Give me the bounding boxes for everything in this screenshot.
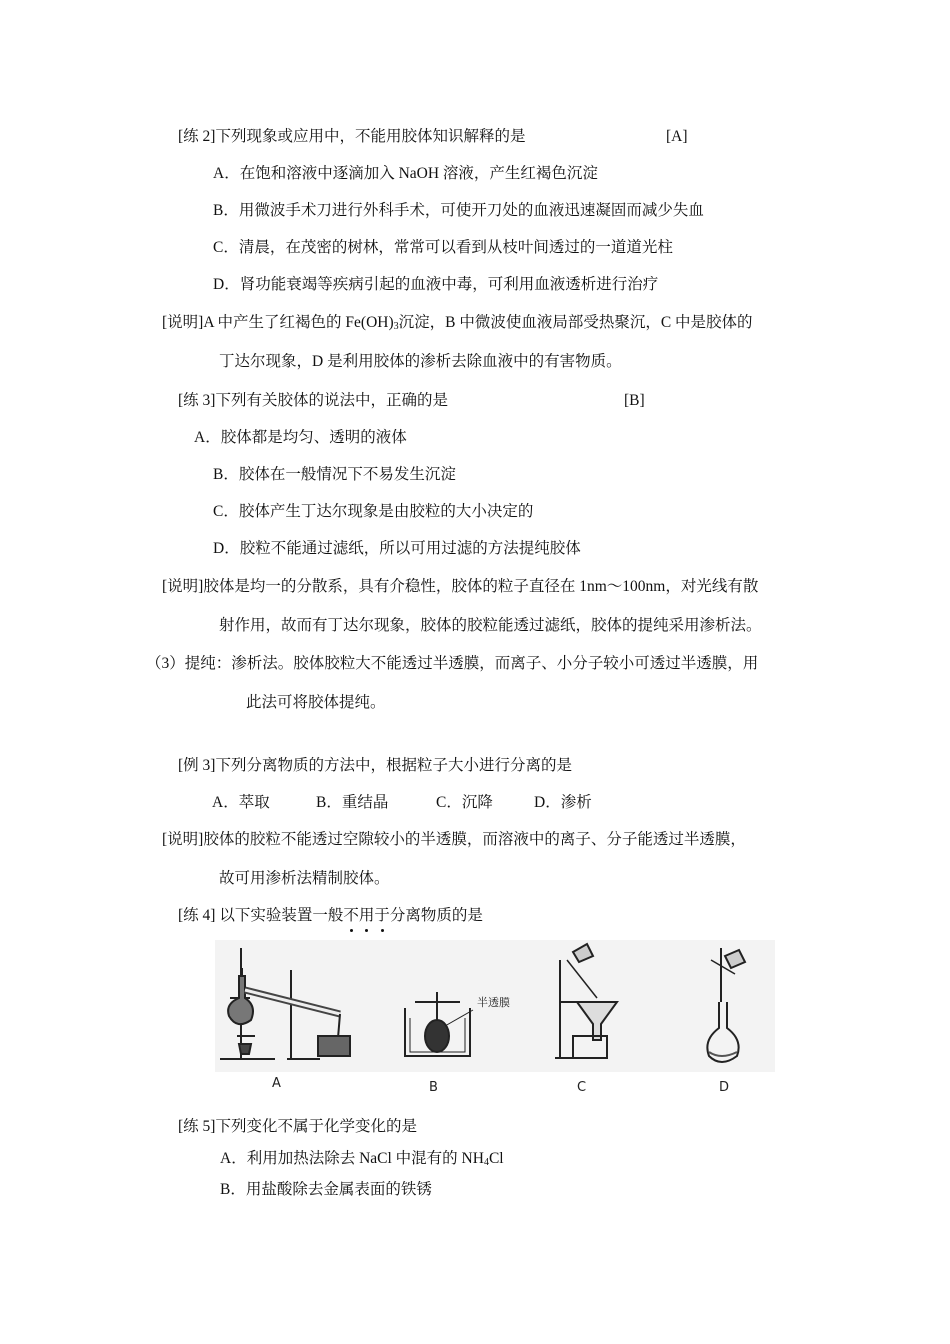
question-lian3: [练 3]下列有关胶体的说法中，正确的是 <box>178 392 448 409</box>
purify-line2: 此法可将胶体提纯。 <box>246 694 386 711</box>
question-li3: [例 3]下列分离物质的方法中，根据粒子大小进行分离的是 <box>178 757 572 774</box>
option-a: A．胶体都是均匀、透明的液体 <box>194 429 407 446</box>
figure-label-d: D <box>719 1080 730 1095</box>
option-c: C．胶体产生丁达尔现象是由胶粒的大小决定的 <box>213 503 534 520</box>
membrane-label: 半透膜 <box>477 996 510 1009</box>
emphasis-char: 不 <box>343 907 359 924</box>
option-b: B．重结晶 <box>316 794 389 811</box>
question-lian2: [练 2]下列现象或应用中，不能用胶体知识解释的是 <box>178 128 526 145</box>
answer-lian2: [A] <box>666 128 688 145</box>
explanation-lian3-line2: 射作用，故而有丁达尔现象，胶体的胶粒能透过滤纸，胶体的提纯采用渗析法。 <box>219 617 762 634</box>
question-lian5: [练 5]下列变化不属于化学变化的是 <box>178 1118 417 1135</box>
option-a: A．利用加热法除去 NaCl 中混有的 $NH_4Cl$ <box>220 1150 504 1168</box>
explanation-lian3-line1: [说明]胶体是均一的分散系，具有介稳性，胶体的粒子直径在 1nm～100nm，对光线有散 <box>162 578 759 595</box>
option-a: A．在饱和溶液中逐滴加入 NaOH 溶液，产生红褐色沉淀 <box>213 165 598 182</box>
subscript: 3 <box>393 321 399 332</box>
option-b: B．用盐酸除去金属表面的铁锈 <box>220 1181 432 1198</box>
apparatus-drawing <box>215 940 775 1100</box>
option-c: C．清晨，在茂密的树林，常常可以看到从枝叶间透过的一道道光柱 <box>213 239 673 256</box>
emphasis-char: 用 <box>358 907 375 924</box>
option-b: B．胶体在一般情况下不易发生沉淀 <box>213 466 456 483</box>
option-d: D．肾功能衰竭等疾病引起的血液中毒，可利用血液透析进行治疗 <box>213 276 659 293</box>
explanation-lian2-line2: 丁达尔现象，D 是利用胶体的渗析去除血液中的有害物质。 <box>219 353 622 370</box>
option-d: D．渗析 <box>534 794 592 811</box>
option-a: A．萃取 <box>212 794 270 811</box>
apparatus-figure <box>215 940 775 1100</box>
emphasis-char: 于 <box>374 907 390 924</box>
figure-label-c: C <box>577 1080 587 1095</box>
question-lian4: [练 4] 以下实验装置一般不用于分离物质的是 <box>178 907 483 924</box>
figure-label-a: A <box>272 1076 281 1091</box>
option-d: D．胶粒不能通过滤纸，所以可用过滤的方法提纯胶体 <box>213 540 581 557</box>
figure-label-b: B <box>429 1080 438 1095</box>
explanation-li3-line1: [说明]胶体的胶粒不能透过空隙较小的半透膜，而溶液中的离子、分子能透过半透膜， <box>162 831 746 848</box>
purify-line1: （3）提纯：渗析法。胶体胶粒大不能透过半透膜，而离子、小分子较小可透过半透膜，用 <box>146 655 759 672</box>
explanation-li3-line2: 故可用渗析法精制胶体。 <box>219 870 390 887</box>
explanation-lian2-line1: [说明]A 中产生了红褐色的 $Fe(OH)_3$沉淀，B 中微波使血液局部受热聚沉，C 中是胶体的 <box>162 314 753 332</box>
answer-lian3: [B] <box>624 392 645 409</box>
subscript: 4 <box>483 1157 489 1168</box>
option-c: C．沉降 <box>436 794 493 811</box>
option-b: B．用微波手术刀进行外科手术，可使开刀处的血液迅速凝固而减少失血 <box>213 202 704 219</box>
